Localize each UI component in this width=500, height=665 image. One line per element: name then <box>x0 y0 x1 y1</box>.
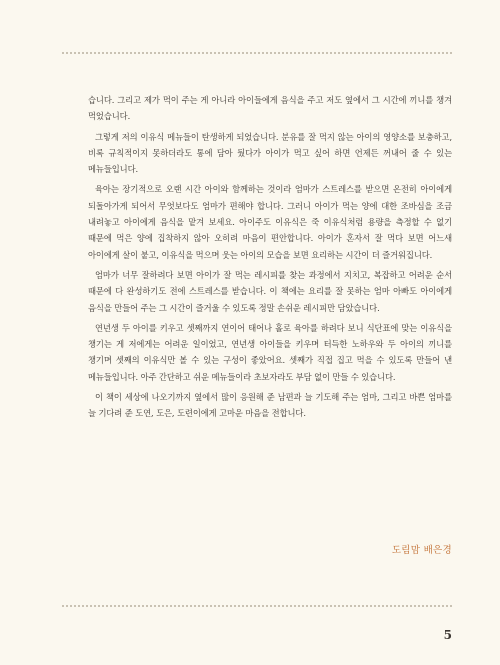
paragraph-5: 연년생 두 아이를 키우고 셋째까지 연이어 태어나 홀로 육아를 하려다 보니 식단표에 맞는 이유식을 챙기는 게 저에게는 어려운 일이었고, 연년생 아이들을 키우며 터득한 노하우와 두 아이의 끼니를 챙기며 셋째의 이유식만 볼 수 있는 구성이 좋았어요. 셋째가 직접 집고 먹을 수 있도록 만들어 낸 메뉴들입니다. 아주 간단하고 쉬운 메뉴들이라 초보자라도 부담 없이 만들 수 있습니다. <box>88 322 452 382</box>
author-signature: 도림맘 배은경 <box>391 545 452 556</box>
paragraph-3: 육아는 장기적으로 오랜 시간 아이와 함께하는 것이라 엄마가 스트레스를 받으면 온전히 아이에게 되돌아가게 되어서 무엇보다도 엄마가 편해야 합니다. 그러니 아이가 먹는 양에 대한 조바심을 조금 내려놓고 아이에게 음식을 맡겨 보세요. 아이주도 이유식은 죽 이유식처럼 용량을 측정할 수 없기 때문에 먹은 양에 집착하지 않아 오히려 마음이 편안합니다. 아이가 혼자서 잘 먹다 보면 어느새 아이에게 살이 붙고, 이유식을 먹으며 웃는 아이의 모습을 보면 요리하는 시간이 더 즐거워집니다. <box>88 184 452 260</box>
page-number: 5 <box>443 628 452 642</box>
paragraph-1: 습니다. 그리고 제가 먹이 주는 게 아니라 아이들에게 음식을 주고 저도 옆에서 그 시간에 끼니를 챙겨 먹었습니다. <box>88 95 452 122</box>
paragraph-6: 이 책이 세상에 나오기까지 옆에서 많이 응원해 준 남편과 늘 기도해 주는 엄마, 그리고 바쁜 엄마를 늘 기다려 준 도연, 도은, 도련이에게 고마운 마음을 전합니다. <box>88 392 452 419</box>
paragraph-4: 엄마가 너무 잘하려다 보면 아이가 잘 먹는 레시피를 찾는 과정에서 지치고, 복잡하고 어려운 순서 때문에 다 완성하기도 전에 스트레스를 받습니다. 이 책에는 요리를 잘 못하는 엄마 아빠도 아이에게 음식을 만들어 주는 그 시간이 즐거울 수 있도록 정말 손쉬운 레시피만 담았습니다. <box>88 269 452 313</box>
body-text <box>88 92 452 426</box>
top-dotted-divider <box>62 52 452 54</box>
paragraph-2: 그렇게 저의 이유식 메뉴들이 탄생하게 되었습니다. 분유를 잘 먹지 않는 아이의 영양소를 보충하고, 비록 규칙적이지 못하더라도 통에 담아 뒀다가 아이가 먹고 싶어 하면 언제든 꺼내어 줄 수 있는 메뉴들입니다. <box>88 131 452 175</box>
bottom-dotted-divider <box>62 605 452 607</box>
